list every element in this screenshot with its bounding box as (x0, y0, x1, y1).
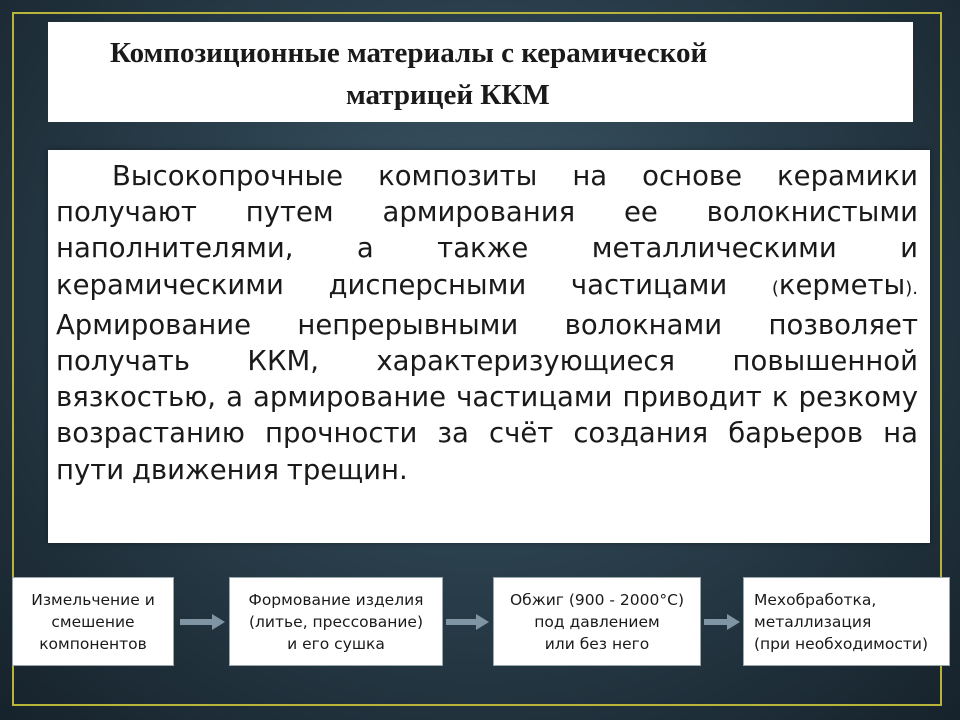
slide-title (48, 32, 913, 116)
arrow-right-icon (180, 612, 226, 632)
title-box (48, 22, 913, 122)
process-step-forming (229, 577, 443, 666)
process-step-label: Измельчение и смешение компонентов (31, 590, 155, 653)
title-line-2: матрицей ККМ (346, 79, 550, 111)
arrow-right-icon (446, 612, 490, 632)
body-text-box (48, 150, 930, 543)
body-text-part-2: Армирование непрерывными волокнами позволяет получать ККМ, характеризующиеся повышенной вязкостью, а армирование частицами приводит к резкому возрастанию прочности за счёт создания барьеров на пути движения трещин. (56, 308, 918, 486)
paren-open: ( (771, 277, 779, 299)
arrow-right-icon (704, 612, 741, 632)
process-step-label: Мехобработка, металлизация (при необходимости) (754, 590, 929, 653)
process-step-machining (743, 577, 950, 666)
body-text-part-1: Высокопрочные композиты на основе керамики получают путем армирования ее волокнистыми наполнителями, а также металлическими и керамическими дисперсными частицами (56, 160, 918, 301)
process-step-label: Обжиг (900 - 2000°С) под давлением или без него (509, 590, 684, 653)
body-paragraph (56, 158, 918, 488)
paren-close: ). (905, 277, 918, 299)
process-step-label: Формование изделия (литье, прессование) и его сушка (248, 590, 424, 653)
process-step-firing (493, 577, 701, 666)
title-line-1: Композиционные материалы с керамической (110, 37, 708, 69)
cermets-word: керметы (778, 268, 906, 301)
process-step-mixing (12, 577, 174, 666)
